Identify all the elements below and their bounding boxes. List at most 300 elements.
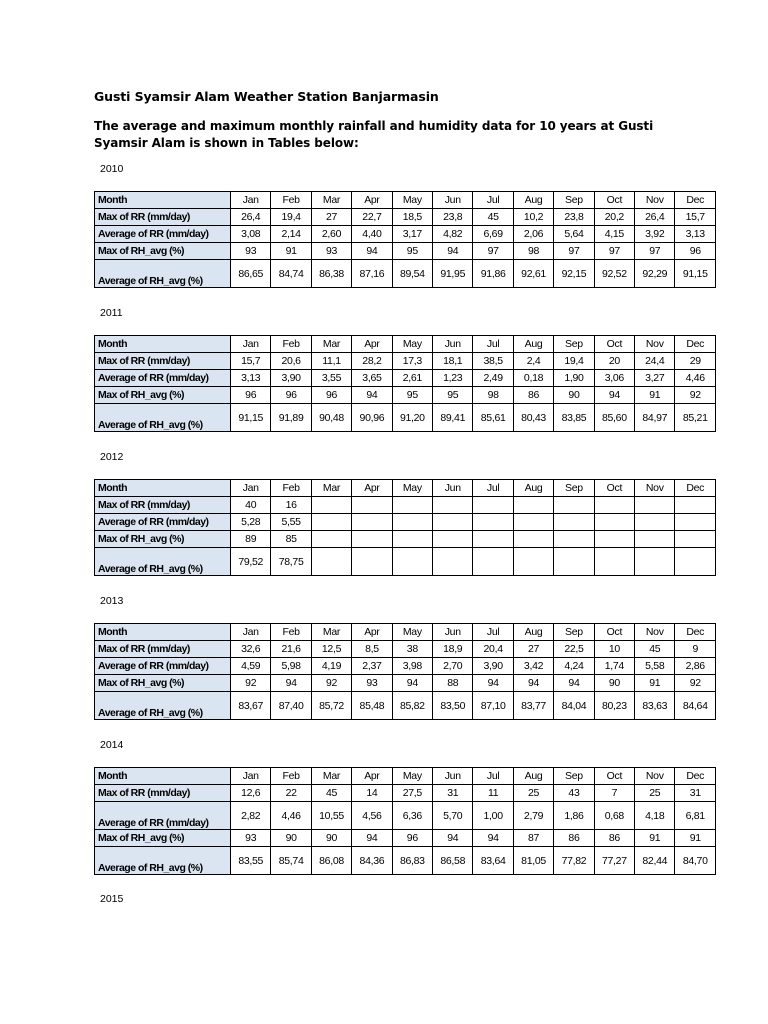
month-header: Nov	[635, 768, 675, 785]
data-cell: 3,13	[675, 226, 716, 243]
data-cell: 3,13	[231, 370, 271, 387]
row-label: Max of RH_avg (%)	[95, 531, 231, 548]
data-cell: 1,90	[554, 370, 594, 387]
data-cell: 29	[675, 353, 716, 370]
month-header: Jul	[473, 624, 513, 641]
data-cell: 15,7	[231, 353, 271, 370]
data-cell: 3,98	[392, 658, 432, 675]
data-cell	[675, 548, 716, 576]
month-header: Feb	[271, 480, 311, 497]
data-cell: 3,42	[513, 658, 553, 675]
month-header: Feb	[271, 336, 311, 353]
data-cell: 18,5	[392, 209, 432, 226]
data-cell: 83,85	[554, 404, 594, 432]
data-cell: 96	[675, 243, 716, 260]
data-cell: 40	[231, 497, 271, 514]
table-row	[95, 387, 716, 404]
data-cell	[513, 531, 553, 548]
data-cell	[594, 548, 634, 576]
row-label: Max of RH_avg (%)	[95, 830, 231, 847]
table-header-row	[95, 768, 716, 785]
row-label: Average of RR (mm/day)	[95, 370, 231, 387]
data-cell: 4,56	[352, 802, 392, 830]
table-header-row	[95, 624, 716, 641]
data-cell: 3,06	[594, 370, 634, 387]
data-cell: 1,86	[554, 802, 594, 830]
year-label-2015: 2015	[100, 893, 124, 905]
row-label: Average of RH_avg (%)	[95, 692, 231, 720]
data-cell	[554, 531, 594, 548]
data-cell: 83,77	[513, 692, 553, 720]
data-cell: 11	[473, 785, 513, 802]
data-cell	[635, 531, 675, 548]
data-cell: 2,82	[231, 802, 271, 830]
month-header: Feb	[271, 768, 311, 785]
data-cell: 27	[513, 641, 553, 658]
data-cell: 24,4	[635, 353, 675, 370]
data-cell: 5,28	[231, 514, 271, 531]
data-cell: 12,5	[311, 641, 351, 658]
data-cell: 86,38	[311, 260, 351, 288]
data-cell: 96	[392, 830, 432, 847]
data-cell	[554, 497, 594, 514]
data-cell	[311, 514, 351, 531]
data-cell: 0,18	[513, 370, 553, 387]
data-cell: 90	[554, 387, 594, 404]
month-header: Apr	[352, 480, 392, 497]
data-cell: 92,61	[513, 260, 553, 288]
row-label: Max of RR (mm/day)	[95, 785, 231, 802]
month-header: Apr	[352, 768, 392, 785]
data-cell	[635, 548, 675, 576]
data-cell: 94	[352, 830, 392, 847]
data-cell: 87	[513, 830, 553, 847]
data-cell: 90	[271, 830, 311, 847]
month-header: Mar	[311, 624, 351, 641]
data-cell: 19,4	[554, 353, 594, 370]
data-cell: 97	[473, 243, 513, 260]
data-cell: 78,75	[271, 548, 311, 576]
month-header: Aug	[513, 624, 553, 641]
table-row	[95, 209, 716, 226]
year-label-2012: 2012	[100, 451, 124, 463]
data-cell: 83,55	[231, 847, 271, 875]
month-header: May	[392, 480, 432, 497]
data-cell	[473, 497, 513, 514]
data-cell: 89,41	[433, 404, 473, 432]
data-cell: 15,7	[675, 209, 716, 226]
data-cell: 38,5	[473, 353, 513, 370]
month-header: Nov	[635, 624, 675, 641]
row-label: Max of RR (mm/day)	[95, 497, 231, 514]
month-header: Jun	[433, 192, 473, 209]
data-cell: 87,16	[352, 260, 392, 288]
data-cell: 94	[433, 243, 473, 260]
month-header: Mar	[311, 336, 351, 353]
data-cell: 4,82	[433, 226, 473, 243]
table-row	[95, 675, 716, 692]
weather-table-2011	[94, 335, 716, 432]
table-header-row	[95, 336, 716, 353]
month-header: Dec	[675, 768, 716, 785]
data-cell: 18,1	[433, 353, 473, 370]
row-label: Month	[95, 336, 231, 353]
data-cell: 4,46	[675, 370, 716, 387]
data-cell	[392, 497, 432, 514]
intro-paragraph: The average and maximum monthly rainfall and humidity data for 10 years at Gusti Syamsir Alam is shown in Tables below:	[94, 119, 654, 150]
data-cell: 92	[231, 675, 271, 692]
data-cell: 6,36	[392, 802, 432, 830]
table-row	[95, 243, 716, 260]
data-cell: 92,15	[554, 260, 594, 288]
data-cell: 27,5	[392, 785, 432, 802]
data-cell	[594, 531, 634, 548]
row-label: Average of RH_avg (%)	[95, 260, 231, 288]
data-cell: 86	[594, 830, 634, 847]
month-header: Jul	[473, 192, 513, 209]
data-cell	[311, 548, 351, 576]
data-cell: 84,64	[675, 692, 716, 720]
data-cell: 5,58	[635, 658, 675, 675]
data-cell	[392, 514, 432, 531]
month-header: Sep	[554, 624, 594, 641]
data-cell	[433, 531, 473, 548]
data-cell: 94	[554, 675, 594, 692]
data-cell: 85,60	[594, 404, 634, 432]
table-row	[95, 404, 716, 432]
data-cell: 91,89	[271, 404, 311, 432]
table-row	[95, 658, 716, 675]
data-cell: 97	[594, 243, 634, 260]
data-cell: 84,36	[352, 847, 392, 875]
data-cell	[311, 531, 351, 548]
data-cell: 38	[392, 641, 432, 658]
table-row	[95, 226, 716, 243]
data-cell: 3,08	[231, 226, 271, 243]
month-header: Nov	[635, 192, 675, 209]
data-cell: 90,96	[352, 404, 392, 432]
month-header: Mar	[311, 480, 351, 497]
month-header: Mar	[311, 768, 351, 785]
data-cell: 89	[231, 531, 271, 548]
data-cell: 98	[473, 387, 513, 404]
data-cell	[392, 531, 432, 548]
data-cell: 91,86	[473, 260, 513, 288]
data-cell: 94	[352, 387, 392, 404]
data-cell: 84,74	[271, 260, 311, 288]
document-title: Gusti Syamsir Alam Weather Station Banjarmasin	[94, 89, 439, 104]
table-row	[95, 497, 716, 514]
data-cell: 95	[392, 387, 432, 404]
month-header: Apr	[352, 336, 392, 353]
month-header: Nov	[635, 336, 675, 353]
data-cell: 14	[352, 785, 392, 802]
data-cell: 11,1	[311, 353, 351, 370]
row-label: Max of RR (mm/day)	[95, 209, 231, 226]
data-cell: 1,00	[473, 802, 513, 830]
data-cell: 86,65	[231, 260, 271, 288]
data-cell: 92,29	[635, 260, 675, 288]
month-header: Jan	[231, 624, 271, 641]
data-cell: 3,27	[635, 370, 675, 387]
row-label: Max of RR (mm/day)	[95, 641, 231, 658]
month-header: Dec	[675, 480, 716, 497]
row-label: Month	[95, 768, 231, 785]
table-row	[95, 548, 716, 576]
data-cell: 10	[594, 641, 634, 658]
month-header: Oct	[594, 336, 634, 353]
data-cell: 92	[311, 675, 351, 692]
table-header-row	[95, 192, 716, 209]
data-cell	[675, 497, 716, 514]
month-header: Mar	[311, 192, 351, 209]
data-cell	[473, 548, 513, 576]
year-label-2010: 2010	[100, 163, 124, 175]
data-cell: 90	[594, 675, 634, 692]
data-cell: 94	[271, 675, 311, 692]
data-cell: 94	[513, 675, 553, 692]
month-header: Jun	[433, 480, 473, 497]
data-cell: 45	[311, 785, 351, 802]
row-label: Average of RH_avg (%)	[95, 548, 231, 576]
data-cell: 17,3	[392, 353, 432, 370]
data-cell: 77,82	[554, 847, 594, 875]
data-cell: 2,06	[513, 226, 553, 243]
month-header: Jun	[433, 768, 473, 785]
table-row	[95, 353, 716, 370]
data-cell: 4,18	[635, 802, 675, 830]
month-header: Dec	[675, 624, 716, 641]
data-cell: 94	[392, 675, 432, 692]
month-header: Dec	[675, 192, 716, 209]
data-cell	[352, 531, 392, 548]
data-cell	[433, 548, 473, 576]
data-cell: 84,97	[635, 404, 675, 432]
data-cell: 96	[311, 387, 351, 404]
weather-table-2010	[94, 191, 716, 288]
data-cell: 8,5	[352, 641, 392, 658]
data-cell: 91	[675, 830, 716, 847]
table-row	[95, 847, 716, 875]
data-cell	[392, 548, 432, 576]
data-cell: 86	[513, 387, 553, 404]
row-label: Max of RR (mm/day)	[95, 353, 231, 370]
data-cell: 85,21	[675, 404, 716, 432]
data-cell: 91,95	[433, 260, 473, 288]
data-cell: 2,49	[473, 370, 513, 387]
year-label-2013: 2013	[100, 595, 124, 607]
data-cell: 94	[473, 830, 513, 847]
data-cell: 87,10	[473, 692, 513, 720]
data-cell: 91	[635, 830, 675, 847]
month-header: Sep	[554, 768, 594, 785]
data-cell: 93	[311, 243, 351, 260]
data-cell: 3,55	[311, 370, 351, 387]
month-header: Jul	[473, 336, 513, 353]
data-cell: 31	[433, 785, 473, 802]
data-cell: 94	[473, 675, 513, 692]
data-cell: 4,46	[271, 802, 311, 830]
data-cell: 3,90	[473, 658, 513, 675]
data-cell	[554, 548, 594, 576]
data-cell: 23,8	[554, 209, 594, 226]
data-cell: 90,48	[311, 404, 351, 432]
data-cell: 7	[594, 785, 634, 802]
data-cell: 97	[635, 243, 675, 260]
month-header: May	[392, 768, 432, 785]
data-cell: 4,59	[231, 658, 271, 675]
data-cell	[311, 497, 351, 514]
table-row	[95, 260, 716, 288]
data-cell: 31	[675, 785, 716, 802]
data-cell: 26,4	[635, 209, 675, 226]
data-cell: 2,4	[513, 353, 553, 370]
row-label: Month	[95, 192, 231, 209]
row-label: Average of RH_avg (%)	[95, 404, 231, 432]
table-row	[95, 514, 716, 531]
data-cell: 94	[433, 830, 473, 847]
data-cell: 85,72	[311, 692, 351, 720]
data-cell: 85	[271, 531, 311, 548]
data-cell: 83,67	[231, 692, 271, 720]
data-cell: 28,2	[352, 353, 392, 370]
data-cell: 96	[271, 387, 311, 404]
data-cell: 83,50	[433, 692, 473, 720]
data-cell	[433, 497, 473, 514]
data-cell: 81,05	[513, 847, 553, 875]
table-row	[95, 830, 716, 847]
data-cell: 92	[675, 387, 716, 404]
data-cell: 86,08	[311, 847, 351, 875]
data-cell: 26,4	[231, 209, 271, 226]
month-header: Oct	[594, 192, 634, 209]
data-cell	[594, 497, 634, 514]
row-label: Max of RH_avg (%)	[95, 243, 231, 260]
data-cell: 89,54	[392, 260, 432, 288]
data-cell: 5,64	[554, 226, 594, 243]
data-cell: 0,68	[594, 802, 634, 830]
month-header: Aug	[513, 192, 553, 209]
month-header: Oct	[594, 480, 634, 497]
data-cell: 18,9	[433, 641, 473, 658]
data-cell	[473, 531, 513, 548]
month-header: Apr	[352, 192, 392, 209]
month-header: Jun	[433, 336, 473, 353]
data-cell: 27	[311, 209, 351, 226]
data-cell: 22	[271, 785, 311, 802]
table-row	[95, 531, 716, 548]
data-cell: 23,8	[433, 209, 473, 226]
data-cell: 3,65	[352, 370, 392, 387]
data-cell: 2,70	[433, 658, 473, 675]
data-cell: 91,15	[231, 404, 271, 432]
month-header: Jun	[433, 624, 473, 641]
data-cell: 88	[433, 675, 473, 692]
table-row	[95, 802, 716, 830]
data-cell: 32,6	[231, 641, 271, 658]
data-cell: 4,19	[311, 658, 351, 675]
data-cell	[594, 514, 634, 531]
month-header: Nov	[635, 480, 675, 497]
data-cell: 3,90	[271, 370, 311, 387]
data-cell: 20,6	[271, 353, 311, 370]
data-cell	[635, 514, 675, 531]
data-cell: 9	[675, 641, 716, 658]
row-label: Average of RR (mm/day)	[95, 802, 231, 830]
row-label: Month	[95, 624, 231, 641]
data-cell: 85,82	[392, 692, 432, 720]
table-row	[95, 641, 716, 658]
data-cell: 16	[271, 497, 311, 514]
year-label-2011: 2011	[100, 307, 123, 319]
row-label: Average of RR (mm/day)	[95, 658, 231, 675]
data-cell: 2,79	[513, 802, 553, 830]
data-cell: 6,69	[473, 226, 513, 243]
data-cell: 3,17	[392, 226, 432, 243]
data-cell: 1,74	[594, 658, 634, 675]
month-header: Sep	[554, 336, 594, 353]
month-header: Apr	[352, 624, 392, 641]
data-cell: 93	[231, 243, 271, 260]
data-cell	[352, 497, 392, 514]
month-header: Aug	[513, 480, 553, 497]
weather-table-2014	[94, 767, 716, 875]
data-cell: 91,15	[675, 260, 716, 288]
row-label: Month	[95, 480, 231, 497]
data-cell: 94	[594, 387, 634, 404]
data-cell: 82,44	[635, 847, 675, 875]
data-cell: 98	[513, 243, 553, 260]
data-cell: 2,86	[675, 658, 716, 675]
month-header: Jul	[473, 480, 513, 497]
month-header: May	[392, 336, 432, 353]
data-cell: 2,37	[352, 658, 392, 675]
data-cell: 95	[392, 243, 432, 260]
data-cell: 91	[635, 387, 675, 404]
row-label: Average of RR (mm/day)	[95, 514, 231, 531]
data-cell: 84,04	[554, 692, 594, 720]
data-cell: 83,63	[635, 692, 675, 720]
row-label: Average of RH_avg (%)	[95, 847, 231, 875]
data-cell: 91,20	[392, 404, 432, 432]
month-header: Jan	[231, 768, 271, 785]
data-cell: 10,55	[311, 802, 351, 830]
data-cell: 6,81	[675, 802, 716, 830]
month-header: Aug	[513, 336, 553, 353]
data-cell: 22,5	[554, 641, 594, 658]
data-cell: 2,14	[271, 226, 311, 243]
data-cell: 84,70	[675, 847, 716, 875]
data-cell: 25	[635, 785, 675, 802]
data-cell: 45	[473, 209, 513, 226]
data-cell: 45	[635, 641, 675, 658]
data-cell: 85,74	[271, 847, 311, 875]
data-cell	[433, 514, 473, 531]
data-cell: 79,52	[231, 548, 271, 576]
data-cell: 5,55	[271, 514, 311, 531]
month-header: Oct	[594, 768, 634, 785]
data-cell: 97	[554, 243, 594, 260]
data-cell: 4,40	[352, 226, 392, 243]
data-cell: 5,98	[271, 658, 311, 675]
data-cell: 92	[675, 675, 716, 692]
data-cell: 86,83	[392, 847, 432, 875]
data-cell: 90	[311, 830, 351, 847]
month-header: May	[392, 192, 432, 209]
data-cell: 91	[271, 243, 311, 260]
year-label-2014: 2014	[100, 739, 124, 751]
data-cell: 86,58	[433, 847, 473, 875]
